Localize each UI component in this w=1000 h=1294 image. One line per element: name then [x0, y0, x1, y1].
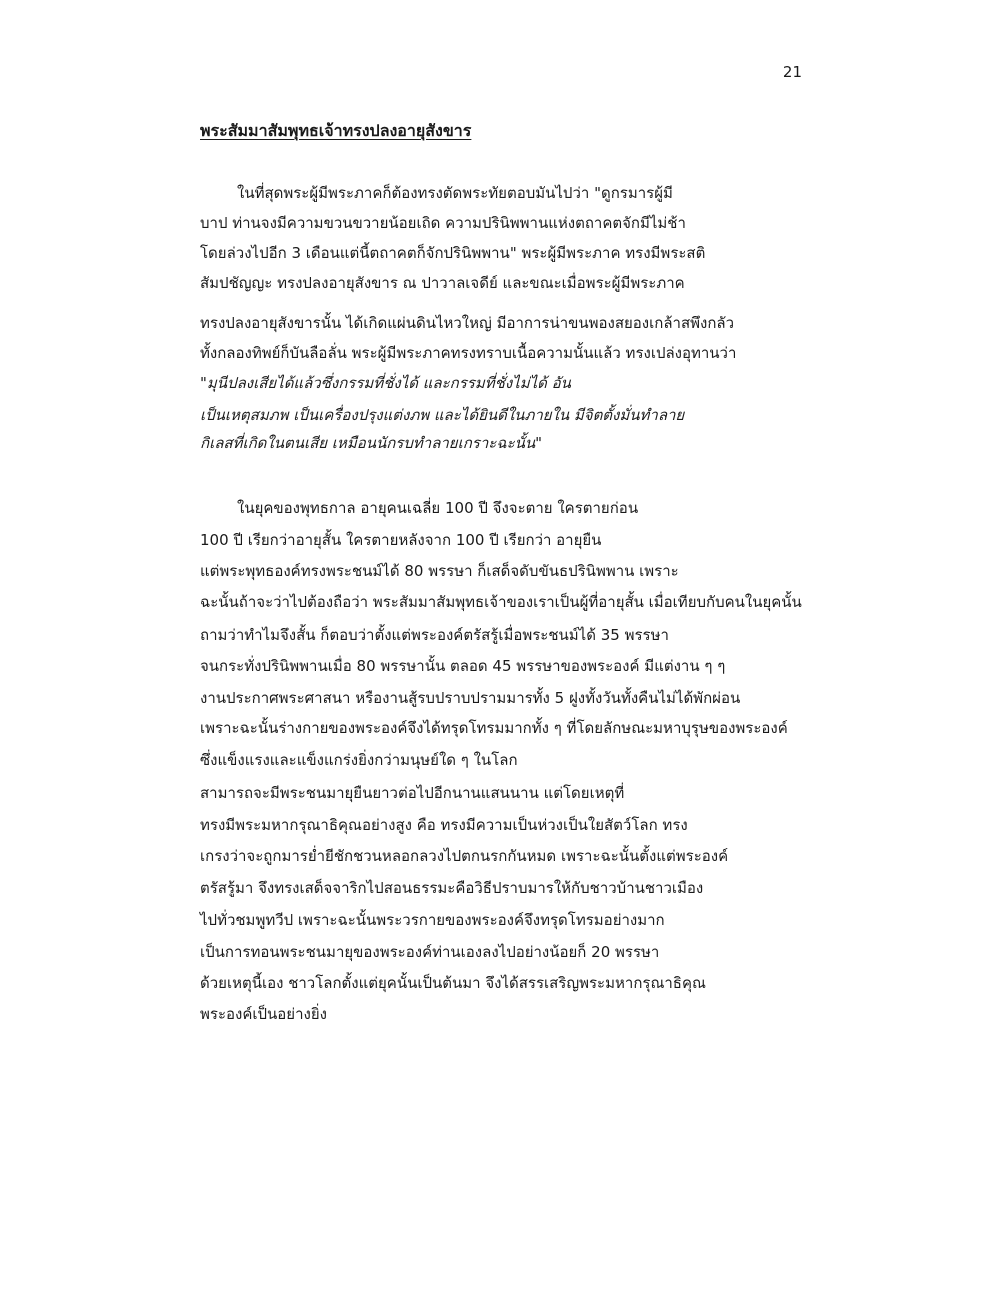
- paragraph-line: ทั้งกลองทิพย์ก็บันลือลั่น พระผู้มีพระภาคทรงทราบเนื้อความนั้นแล้ว ทรงเปล่งอุทานว่า: [200, 344, 737, 362]
- paragraph-line: 100 ปี เรียกว่าอายุสั้น ใครตายหลังจาก 100 ปี เรียกว่า อายุยืน: [200, 531, 602, 549]
- paragraph-line: เพราะฉะนั้นร่างกายของพระองค์จึงได้ทรุดโทรมมากทั้ง ๆ ที่โดยลักษณะมหาบุรุษของพระองค์: [200, 719, 788, 737]
- paragraph-line: ในที่สุดพระผู้มีพระภาคก็ต้องทรงตัดพระทัยตอบมันไปว่า "ดูกรมารผู้มี: [237, 184, 673, 202]
- paragraph-line: ทรงมีพระมหากรุณาธิคุณอย่างสูง คือ ทรงมีความเป็นห่วงเป็นใยสัตว์โลก ทรง: [200, 816, 688, 834]
- paragraph-line: งานประกาศพระศาสนา หรืองานสู้รบปราบปรามมารทั้ง 5 ฝูงทั้งวันทั้งคืนไม่ได้พักผ่อน: [200, 689, 741, 707]
- paragraph-line: โดยล่วงไปอีก 3 เดือนแต่นี้ตถาคตก็จักปรินิพพาน" พระผู้มีพระภาค ทรงมีพระสติ: [200, 244, 706, 262]
- quote-line: เป็นเหตุสมภพ เป็นเครื่องปรุงแต่งภพ และได้ยินดีในภายใน มีจิตตั้งมั่นทำลาย: [200, 406, 685, 424]
- page-number: 21: [782, 63, 802, 81]
- paragraph-line: พระองค์เป็นอย่างยิ่ง: [200, 1005, 327, 1023]
- paragraph-line: บาป ท่านจงมีความขวนขวายน้อยเถิด ความปรินิพพานแห่งตถาคตจักมีไม่ช้า: [200, 214, 686, 232]
- paragraph-line: แต่พระพุทธองค์ทรงพระชนม์ได้ 80 พรรษา ก็เสด็จดับขันธปรินิพพาน เพราะ: [200, 562, 679, 580]
- quote-line: "มุนีปลงเสียได้แล้วซึ่งกรรมที่ชั่งได้ และกรรมที่ชั่งไม่ได้ อัน: [200, 374, 571, 392]
- paragraph-line: สามารถจะมีพระชนมายุยืนยาวต่อไปอีกนานแสนนาน แต่โดยเหตุที่: [200, 784, 625, 802]
- paragraph-line: ในยุคของพุทธกาล อายุคนเฉลี่ย 100 ปี จึงจะตาย ใครตายก่อน: [237, 499, 639, 517]
- paragraph-line: ทรงปลงอายุสังขารนั้น ได้เกิดแผ่นดินไหวใหญ่ มีอาการน่าขนพองสยองเกล้าสพึงกลัว: [200, 314, 735, 332]
- paragraph-line: ตรัสรู้มา จึงทรงเสด็จจาริกไปสอนธรรมะคือวิธีปราบมารให้กับชาวบ้านชาวเมือง: [200, 879, 704, 897]
- paragraph-line: ฉะนั้นถ้าจะว่าไปต้องถือว่า พระสัมมาสัมพุทธเจ้าของเราเป็นผู้ที่อายุสั้น เมื่อเทียบกับคนในยุคนั้น: [200, 593, 802, 611]
- section-heading: พระสัมมาสัมพุทธเจ้าทรงปลงอายุสังขาร: [200, 121, 472, 140]
- paragraph-line: เกรงว่าจะถูกมารย่ำยีชักชวนหลอกลวงไปตกนรกกันหมด เพราะฉะนั้นตั้งแต่พระองค์: [200, 847, 729, 865]
- paragraph-line: จนกระทั่งปรินิพพานเมื่อ 80 พรรษานั้น ตลอด 45 พรรษาของพระองค์ มีแต่งาน ๆ ๆ: [200, 657, 726, 675]
- paragraph-line: สัมปชัญญะ ทรงปลงอายุสังขาร ณ ปาวาลเจดีย์ และขณะเมื่อพระผู้มีพระภาค: [200, 274, 685, 292]
- paragraph-line: ด้วยเหตุนี้เอง ชาวโลกตั้งแต่ยุคนั้นเป็นต้นมา จึงได้สรรเสริญพระมหากรุณาธิคุณ: [200, 974, 706, 992]
- paragraph-line: ไปทั่วชมพูทวีป เพราะฉะนั้นพระวรกายของพระองค์จึงทรุดโทรมอย่างมาก: [200, 911, 665, 929]
- paragraph-line: เป็นการทอนพระชนมายุของพระองค์ท่านเองลงไปอย่างน้อยก็ 20 พรรษา: [200, 943, 660, 961]
- paragraph-line: ถามว่าทำไมจึงสั้น ก็ตอบว่าตั้งแต่พระองค์ตรัสรู้เมื่อพระชนม์ได้ 35 พรรษา: [200, 626, 669, 644]
- paragraph-line: ซึ่งแข็งแรงและแข็งแกร่งยิ่งกว่ามนุษย์ใด ๆ ในโลก: [200, 751, 518, 769]
- quote-line: กิเลสที่เกิดในตนเสีย เหมือนนักรบทำลายเกราะฉะนั้น": [200, 434, 543, 452]
